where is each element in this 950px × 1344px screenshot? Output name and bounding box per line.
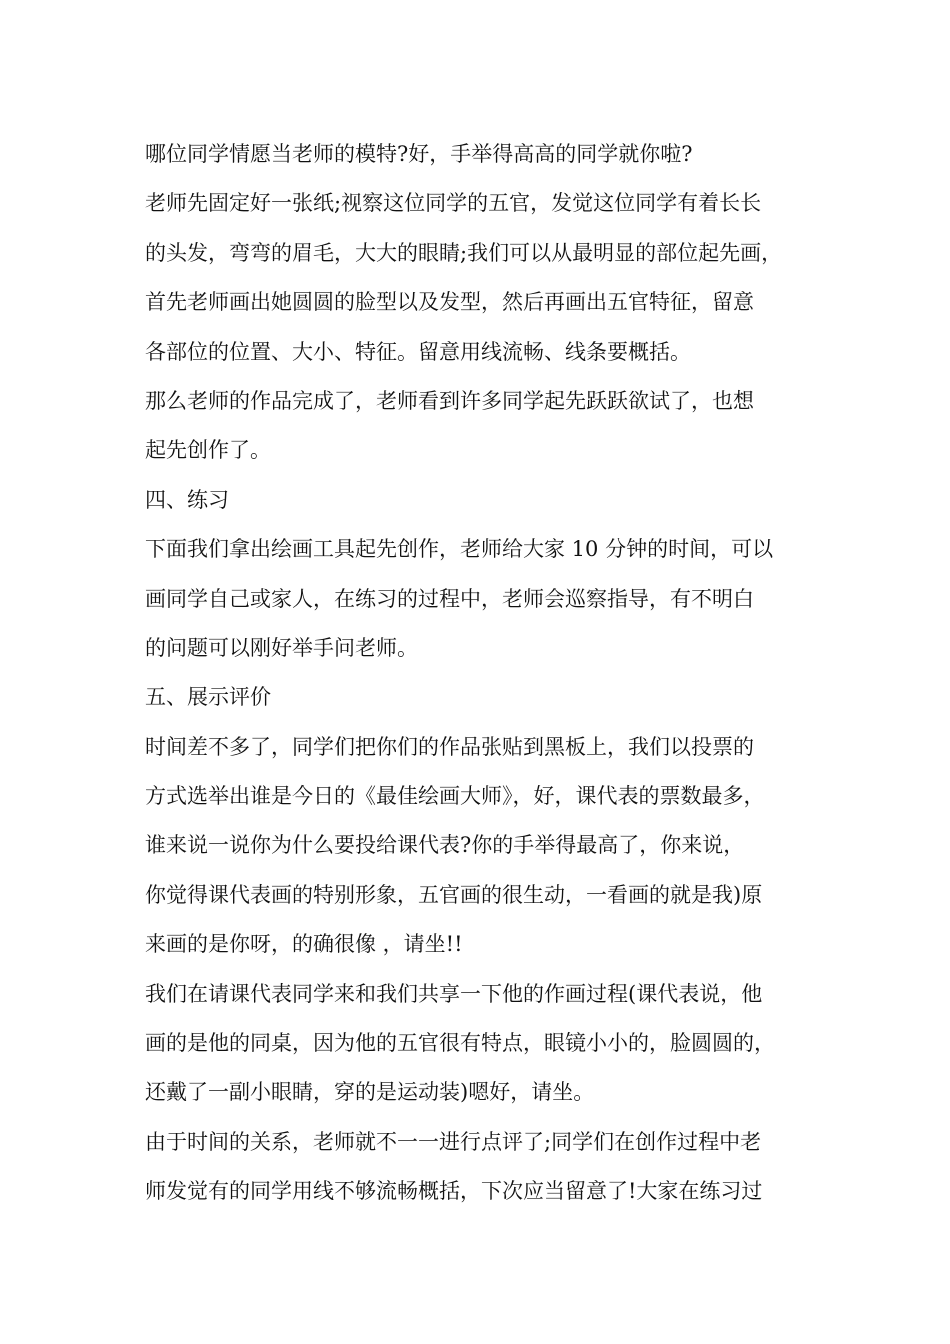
text-line: 还戴了一副小眼睛，穿的是运动装)嗯好，请坐。 [145,1080,595,1105]
text-line: 的头发，弯弯的眉毛，大大的眼睛;我们可以从最明显的部位起先画， [145,240,783,265]
section-heading-showcase: 五、展示评价 [145,685,271,710]
text-line: 那么老师的作品完成了，老师看到许多同学起先跃跃欲试了，也想 [145,388,754,413]
text-line: 老师先固定好一张纸;视察这位同学的五官，发觉这位同学有着长长 [145,191,762,216]
text-line: 画同学自己或家人，在练习的过程中，老师会巡察指导，有不明白 [145,586,754,611]
text-line: 下面我们拿出绘画工具起先创作，老师给大家 10 分钟的时间，可以 [145,537,774,562]
text-line: 哪位同学情愿当老师的模特?好，手举得高高的同学就你啦? [145,142,693,166]
text-line: 由于时间的关系，老师就不一一进行点评了;同学们在创作过程中老 [145,1129,762,1154]
text-line: 各部位的位置、大小、特征。留意用线流畅、线条要概括。 [145,339,691,364]
text-line: 谁来说一说你为什么要投给课代表?你的手举得最高了，你来说， [145,833,745,858]
text-line: 首先老师画出她圆圆的脸型以及发型，然后再画出五官特征，留意 [145,290,754,315]
text-line: 你觉得课代表画的特别形象，五官画的很生动，一看画的就是我)原 [145,882,763,907]
text-line: 画的是他的同桌，因为他的五官很有特点，眼镜小小的，脸圆圆的， [145,1031,775,1056]
text-line: 来画的是你呀，的确很像 ，请坐!! [145,932,463,957]
text-line: 起先创作了。 [145,438,271,463]
text-line: 的问题可以刚好举手问老师。 [145,635,418,660]
text-line: 时间差不多了，同学们把你们的作品张贴到黑板上，我们以投票的 [145,734,754,759]
document-body [145,130,835,1217]
section-heading-practice: 四、练习 [145,487,229,512]
text-line: 方式选举出谁是今日的《最佳绘画大师》，好，课代表的票数最多， [145,784,765,809]
text-line: 我们在请课代表同学来和我们共享一下他的作画过程(课代表说，他 [145,981,763,1006]
text-line: 师发觉有的同学用线不够流畅概括，下次应当留意了!大家在练习过 [145,1179,763,1204]
